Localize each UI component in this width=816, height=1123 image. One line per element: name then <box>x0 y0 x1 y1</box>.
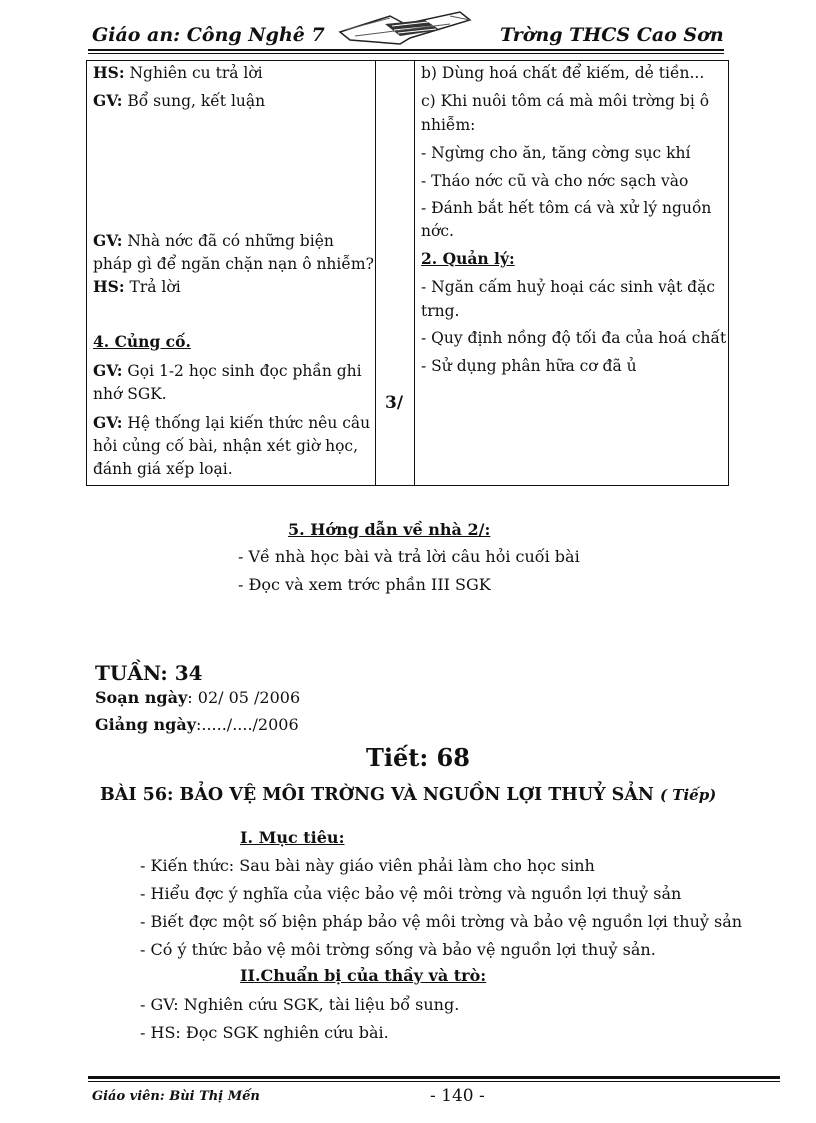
content-line: - Quy định nồng độ tối đa của hoá chất <box>421 329 727 347</box>
header-rule <box>88 49 724 51</box>
homework-item: - Về nhà học bài và trả lời câu hỏi cuối bài <box>238 547 580 566</box>
lesson-title: BÀI 56: BẢO VỆ MÔI TRỜNG VÀ NGUỒN LỢI THUỶ SẢN ( Tiếp) <box>100 785 717 805</box>
content-line: - Ngăn cấm huỷ hoại các sinh vật đặc <box>421 278 716 296</box>
objectives-heading: I. Mục tiêu: <box>240 828 345 847</box>
header-subject: Giáo an: Công Nghê 7 <box>92 24 325 46</box>
content-line: - Sử dụng phân hữa cơ đã ủ <box>421 357 637 375</box>
lesson-table <box>86 60 729 486</box>
content-line: nớc. <box>421 222 454 240</box>
preparation-item: - GV: Nghiên cứu SGK, tài liệu bổ sung. <box>140 995 460 1014</box>
footer-rule-thin <box>88 1081 780 1082</box>
activity-line: đánh giá xếp loại. <box>93 460 233 478</box>
footer-rule <box>88 1076 780 1079</box>
time-column <box>376 61 415 486</box>
consolidation-heading: 4. Củng cố. <box>93 332 191 351</box>
content-line: c) Khi nuôi tôm cá mà môi trờng bị ô <box>421 92 710 110</box>
activity-line: GV: Nhà nớc đã có những biện <box>93 231 334 250</box>
management-heading: 2. Quản lý: <box>421 249 515 268</box>
header-rule-thin <box>88 53 724 54</box>
homework-item: - Đọc và xem trớc phần III SGK <box>238 575 491 594</box>
activity-column <box>87 61 376 486</box>
book-logo-icon <box>330 6 480 50</box>
objective-item: - Kiến thức: Sau bài này giáo viên phải làm cho học sinh <box>140 856 595 875</box>
content-line: nhiễm: <box>421 116 476 134</box>
homework-heading: 5. Hớng dẫn về nhà 2/: <box>288 520 491 539</box>
preparation-item: - HS: Đọc SGK nghiên cứu bài. <box>140 1023 389 1042</box>
activity-line: HS: Nghiên cu trả lời <box>93 63 263 82</box>
activity-line: pháp gì để ngăn chặn nạn ô nhiễm? <box>93 255 374 273</box>
activity-line: HS: Trả lời <box>93 277 181 296</box>
content-column <box>415 61 729 486</box>
week-label: TUẦN: 34 <box>95 661 203 685</box>
time-value: 3/ <box>385 393 404 413</box>
objective-item: - Biết đợc một số biện pháp bảo vệ môi trờng và bảo vệ nguồn lợi thuỷ sản <box>140 912 743 931</box>
header-school: Trờng THCS Cao Sơn <box>500 24 724 46</box>
taught-date: Giảng ngày:...../..../2006 <box>95 715 299 734</box>
page-number: - 140 - <box>430 1086 485 1106</box>
objective-item: - Hiểu đợc ý nghĩa của việc bảo vệ môi trờng và nguồn lợi thuỷ sản <box>140 884 682 903</box>
activity-line: nhớ SGK. <box>93 385 167 403</box>
period-title: Tiết: 68 <box>366 743 470 772</box>
activity-line: hỏi củng cố bài, nhận xét giờ học, <box>93 437 359 455</box>
activity-line: GV: Hệ thống lại kiến thức nêu câu <box>93 413 371 432</box>
content-line: - Tháo nớc cũ và cho nớc sạch vào <box>421 172 689 190</box>
prepared-date: Soạn ngày: 02/ 05 /2006 <box>95 688 301 707</box>
activity-line: GV: Gọi 1-2 học sinh đọc phần ghi <box>93 361 362 380</box>
activity-line: GV: Bổ sung, kết luận <box>93 91 266 110</box>
content-line: - Đánh bắt hết tôm cá và xử lý nguồn <box>421 199 712 217</box>
preparation-heading: II.Chuẩn bị của thầy và trò: <box>240 966 487 985</box>
objective-item: - Có ý thức bảo vệ môi trờng sống và bảo vệ nguồn lợi thuỷ sản. <box>140 940 656 959</box>
content-line: - Ngừng cho ăn, tăng cờng sục khí <box>421 144 691 162</box>
content-line: b) Dùng hoá chất để kiếm, dẻ tiền... <box>421 64 705 82</box>
content-line: trng. <box>421 302 460 320</box>
footer-teacher: Giáo viên: Bùi Thị Mến <box>92 1089 260 1104</box>
